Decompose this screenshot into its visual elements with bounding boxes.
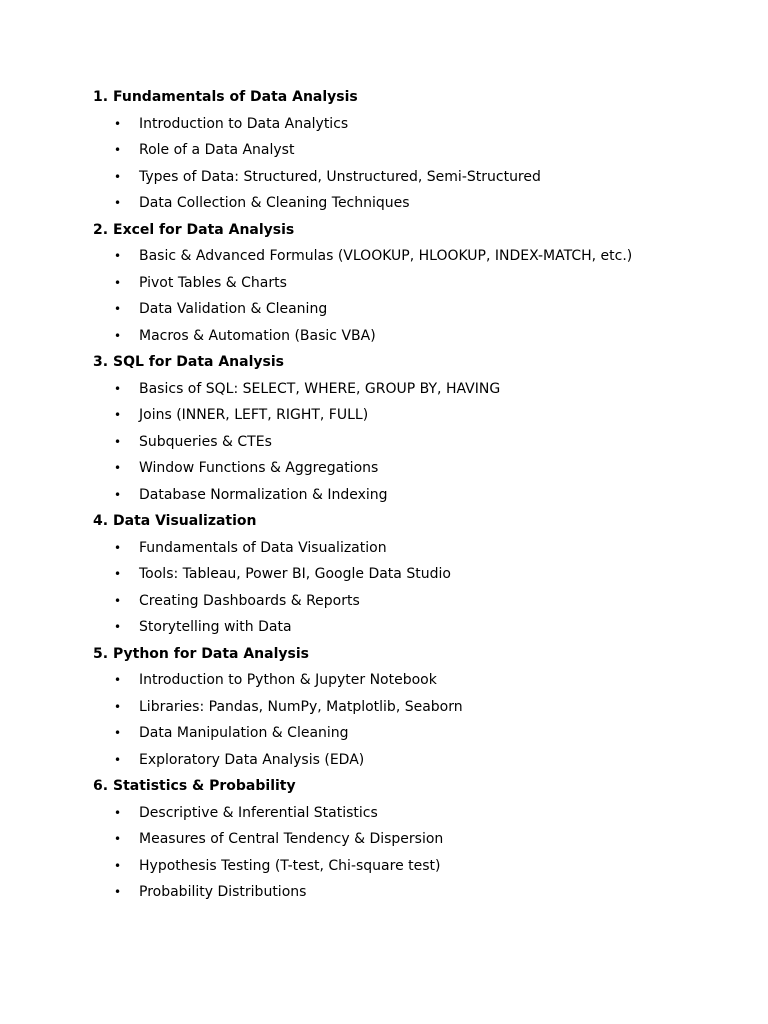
- list-item-text: Data Validation & Cleaning: [139, 301, 328, 317]
- section-item-list: [93, 111, 753, 217]
- bullet-icon: •: [114, 726, 122, 740]
- section-title-text: Python for Data Analysis: [113, 645, 309, 662]
- bullet-icon: •: [114, 434, 122, 449]
- list-item-text: Role of a Data Analyst: [139, 142, 295, 158]
- list-item: [93, 667, 753, 694]
- document-body: [93, 84, 753, 906]
- bullet-icon: •: [114, 885, 122, 899]
- bullet-icon: •: [114, 620, 122, 634]
- bullet-icon: •: [114, 752, 122, 767]
- list-item: [93, 694, 753, 721]
- bullet-icon: •: [114, 858, 122, 873]
- list-item-text: Measures of Central Tendency & Dispersion: [139, 831, 444, 847]
- list-item: [93, 429, 753, 456]
- list-item-text: Pivot Tables & Charts: [139, 274, 287, 291]
- bullet-icon: •: [114, 699, 122, 714]
- list-item: [93, 588, 753, 615]
- bullet-icon: •: [114, 832, 122, 846]
- list-item-text: Data Collection & Cleaning Techniques: [139, 195, 410, 211]
- bullet-icon: •: [114, 567, 122, 581]
- bullet-icon: •: [114, 461, 122, 475]
- list-item: [93, 164, 753, 191]
- section-title-text: Data Visualization: [113, 513, 257, 529]
- list-item: [93, 879, 753, 906]
- section-item-list: [93, 667, 753, 773]
- list-item: [93, 826, 753, 853]
- bullet-icon: •: [114, 805, 122, 820]
- section-number: 4.: [93, 513, 109, 529]
- bullet-icon: •: [114, 116, 122, 131]
- list-item: [93, 137, 753, 164]
- list-item-text: Introduction to Data Analytics: [139, 115, 349, 132]
- section-heading: [93, 773, 753, 800]
- section-item-list: [93, 243, 753, 349]
- list-item-text: Basics of SQL: SELECT, WHERE, GROUP BY, HAVING: [139, 380, 501, 397]
- section-title-text: SQL for Data Analysis: [113, 354, 284, 370]
- section-number: 5.: [93, 645, 109, 662]
- bullet-icon: •: [114, 196, 122, 210]
- list-item: [93, 853, 753, 880]
- list-item: [93, 482, 753, 509]
- list-item: [93, 376, 753, 403]
- section-number: 3.: [93, 354, 109, 370]
- list-item: [93, 455, 753, 482]
- section-heading: [93, 84, 753, 111]
- list-item-text: Hypothesis Testing (T-test, Chi-square test): [139, 857, 441, 874]
- list-item-text: Creating Dashboards & Reports: [139, 592, 360, 609]
- section-item-list: [93, 535, 753, 641]
- section-heading: [93, 641, 753, 668]
- section-heading: [93, 349, 753, 376]
- list-item-text: Descriptive & Inferential Statistics: [139, 804, 378, 821]
- list-item-text: Basic & Advanced Formulas (VLOOKUP, HLOOKUP, INDEX-MATCH, etc.): [139, 248, 633, 264]
- bullet-icon: •: [114, 487, 122, 502]
- section-title-text: Fundamentals of Data Analysis: [113, 89, 358, 105]
- list-item-text: Introduction to Python & Jupyter Notebook: [139, 672, 437, 688]
- list-item-text: Data Manipulation & Cleaning: [139, 725, 349, 741]
- section-heading: [93, 508, 753, 535]
- list-item-text: Probability Distributions: [139, 884, 307, 900]
- list-item: [93, 323, 753, 350]
- list-item: [93, 296, 753, 323]
- list-item-text: Types of Data: Structured, Unstructured, Semi-Structured: [139, 168, 541, 185]
- list-item-text: Window Functions & Aggregations: [139, 460, 379, 476]
- list-item-text: Database Normalization & Indexing: [139, 486, 388, 503]
- list-item-text: Macros & Automation (Basic VBA): [139, 327, 376, 344]
- list-item: [93, 800, 753, 827]
- bullet-icon: •: [114, 275, 122, 290]
- bullet-icon: •: [114, 328, 122, 343]
- bullet-icon: •: [114, 143, 122, 157]
- section-number: 1.: [93, 89, 109, 105]
- list-item-text: Joins (INNER, LEFT, RIGHT, FULL): [139, 407, 369, 423]
- bullet-icon: •: [114, 593, 122, 608]
- section-item-list: [93, 376, 753, 509]
- list-item: [93, 720, 753, 747]
- list-item-text: Fundamentals of Data Visualization: [139, 539, 387, 556]
- bullet-icon: •: [114, 540, 122, 555]
- bullet-icon: •: [114, 673, 122, 687]
- list-item-text: Tools: Tableau, Power BI, Google Data Studio: [139, 566, 451, 582]
- bullet-icon: •: [114, 302, 122, 316]
- section-number: 2.: [93, 221, 109, 238]
- bullet-icon: •: [114, 408, 122, 422]
- list-item-text: Storytelling with Data: [139, 619, 292, 635]
- bullet-icon: •: [114, 249, 122, 263]
- list-item: [93, 614, 753, 641]
- section-item-list: [93, 800, 753, 906]
- bullet-icon: •: [114, 381, 122, 396]
- list-item: [93, 190, 753, 217]
- list-item: [93, 243, 753, 270]
- list-item: [93, 111, 753, 138]
- section-heading: [93, 217, 753, 244]
- list-item: [93, 402, 753, 429]
- list-item: [93, 747, 753, 774]
- section-title-text: Excel for Data Analysis: [113, 221, 295, 238]
- section-title-text: Statistics & Probability: [113, 778, 296, 794]
- section-number: 6.: [93, 778, 109, 794]
- list-item: [93, 535, 753, 562]
- list-item: [93, 270, 753, 297]
- list-item-text: Exploratory Data Analysis (EDA): [139, 751, 365, 768]
- bullet-icon: •: [114, 169, 122, 184]
- list-item: [93, 561, 753, 588]
- list-item-text: Subqueries & CTEs: [139, 433, 272, 450]
- list-item-text: Libraries: Pandas, NumPy, Matplotlib, Seaborn: [139, 698, 463, 715]
